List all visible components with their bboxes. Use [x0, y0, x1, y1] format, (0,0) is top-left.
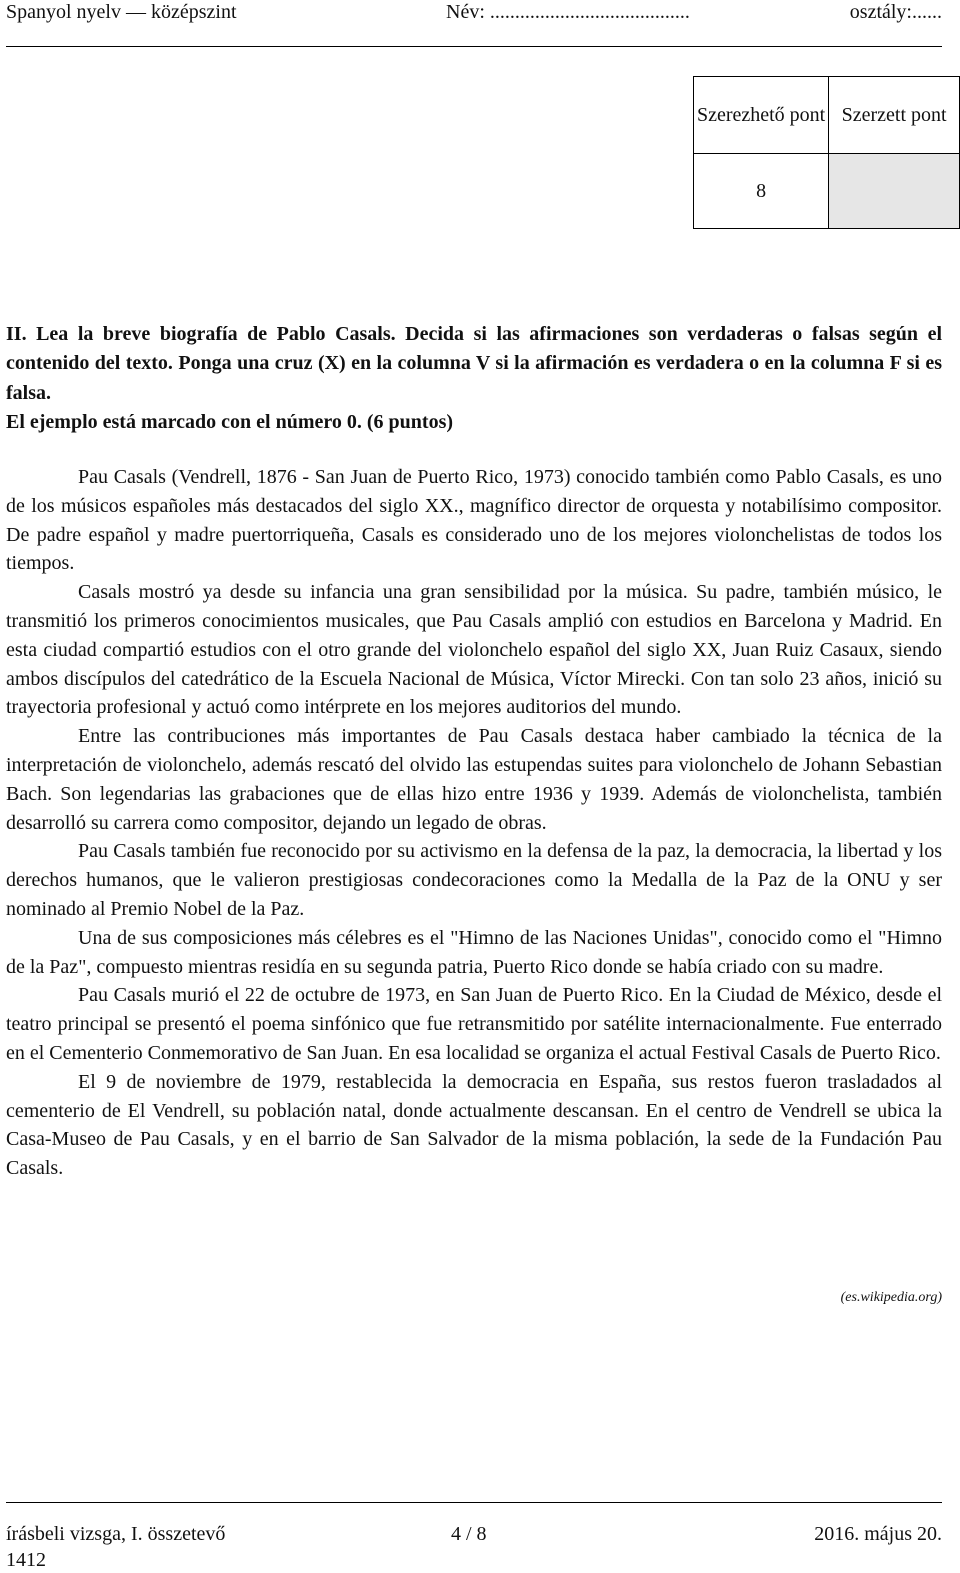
page-number: 4 / 8	[451, 1523, 487, 1545]
page-footer	[6, 1502, 942, 1571]
task-instructions	[6, 320, 942, 437]
score-table-header-row	[694, 77, 960, 154]
exam-label: írásbeli vizsga, I. összetevő	[6, 1523, 226, 1545]
subject-label: Spanyol nyelv — középszint	[6, 1, 237, 23]
task-points: (6 puntos)	[366, 410, 454, 433]
task-description: II. Lea la breve biografía de Pablo Casals. Decida si las afirmaciones son verdaderas o falsas según el contenido del texto. Ponga una cruz (X) en la columna V si la afirmación es verdadera o en la columna F si es falsa.	[6, 323, 942, 404]
max-points-header: Szerezhető pont	[694, 77, 829, 154]
max-points-value: 8	[694, 154, 829, 229]
paragraph: Pau Casals (Vendrell, 1876 - San Juan de Puerto Rico, 1973) conocido también como Pablo Casals, es uno de los músicos españoles más destacados del siglo XX., magnífico director de orquesta y notabilísimo compositor. De padre español y madre puertorriqueña, Casals es considerado uno de los mejores violonchelistas de todos los tiempos.	[6, 466, 942, 575]
earned-points-cell	[829, 154, 960, 229]
page-header	[6, 0, 942, 47]
paragraph: Entre las contribuciones más importantes de Pau Casals destaca haber cambiado la técnica de la interpretación de violonchelo, además rescató del olvido las estupendas suites para violonchelo de Johann Sebastian Bach. Son legendarias las grabaciones que de ellas hizo entre 1936 y 1939. Además de violonchelista, también desarrolló su carrera como compositor, dejando un legado de obras.	[6, 725, 942, 834]
paragraph: Casals mostró ya desde su infancia una gran sensibilidad por la música. Su padre, también músico, le transmitió los primeros conocimientos musicales, que Pau Casals amplió con estudios en Barcelona y Madrid. En esta ciudad compartió estudios con el otro grande del violonchelo español del siglo XX, Juan Ruiz Casaux, siendo ambos discípulos del catedrático de la Escuela Nacional de Música, Víctor Mirecki. Con tan solo 23 años, inició su trayectoria profesional y actuó como intérprete en los mejores auditorios del mundo.	[6, 581, 942, 719]
exam-date: 2016. május 20.	[814, 1523, 942, 1545]
exam-code: 1412	[6, 1549, 46, 1571]
task-example-note	[6, 408, 942, 437]
biography-text	[6, 463, 942, 1183]
class-field: osztály:......	[849, 1, 942, 23]
source-citation: (es.wikipedia.org)	[840, 1290, 942, 1305]
score-table-value-row	[694, 154, 960, 229]
paragraph: Una de sus composiciones más célebres es el "Himno de las Naciones Unidas", conocido como el "Himno de la Paz", compuesto mientras residía en su segunda patria, Puerto Rico donde se había criado con su madre.	[6, 926, 942, 978]
earned-points-header: Szerzett pont	[829, 77, 960, 154]
paragraph: El 9 de noviembre de 1979, restablecida la democracia en España, sus restos fueron trasladados al cementerio de El Vendrell, su población natal, donde actualmente descansan. En el centro de Vendrell se ubica la Casa-Museo de Pau Casals, y en el barrio de San Salvador de la misma población, la sede de la Fundación Pau Casals.	[6, 1070, 942, 1180]
paragraph: Pau Casals murió el 22 de octubre de 1973, en San Juan de Puerto Rico. En la Ciudad de México, desde el teatro principal se presentó el poema sinfónico que fue retransmitido por satélite internacionalmente. Fue enterrado en el Cementerio Conmemorativo de San Juan. En esa localidad se organiza el actual Festival Casals de Puerto Rico.	[6, 984, 942, 1064]
paragraph: Pau Casals también fue reconocido por su activismo en la defensa de la paz, la democracia, la libertad y los derechos humanos, que le valieron prestigiosas condecoraciones como la Medalla de la Paz de la ONU y ser nominado al Premio Nobel de la Paz.	[6, 840, 942, 920]
task-example-text: El ejemplo está marcado con el número 0.	[6, 410, 362, 433]
name-field: Név: ........................................	[446, 1, 690, 23]
score-table	[693, 76, 960, 229]
